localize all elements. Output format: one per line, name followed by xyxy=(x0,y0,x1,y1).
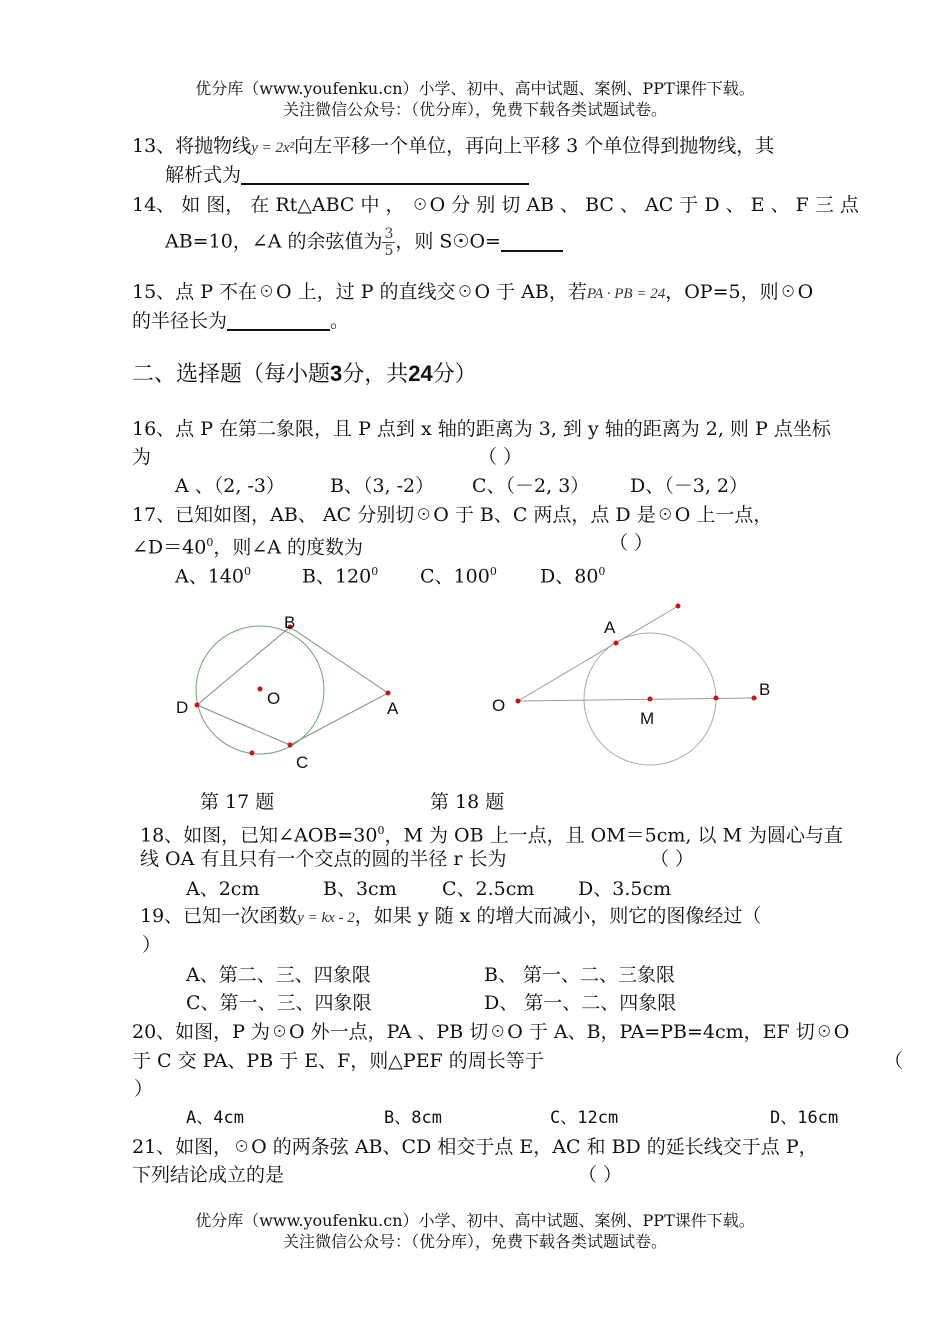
q17-option-a[interactable]: A、$140^0$ xyxy=(175,565,251,588)
fig18-point-ray-end xyxy=(676,604,681,609)
q19-option-b[interactable]: B、 第一、二、三象限 xyxy=(484,964,676,986)
fig18-label-o: O xyxy=(492,696,506,715)
fig18-ray-oa xyxy=(518,606,678,701)
q20-option-c[interactable]: C、12cm xyxy=(550,1108,619,1128)
fig18-point-b xyxy=(752,696,757,701)
header-line-2: 关注微信公众号：（优分库），免费下载各类试题试卷。 xyxy=(282,100,667,119)
fig17-point-o xyxy=(258,687,263,692)
fig17-point-c xyxy=(288,743,293,748)
q17-option-c[interactable]: C、$100^0$ xyxy=(420,565,497,588)
fraction-three-fifths: $\frac{3}{5}$ xyxy=(384,226,394,259)
header-line-1: 优分库（www.youfenku.cn）小学、初中、高中试题、案例、PPT课件下载。 xyxy=(195,79,755,98)
fig18-point-m xyxy=(648,697,653,702)
question-17-line2: $\angle D=40^0$，则∠A 的度数为 xyxy=(132,536,364,559)
figure-18 xyxy=(480,595,800,775)
question-14-line2 xyxy=(165,226,563,259)
fig17-point-d xyxy=(195,703,200,708)
q18-option-c[interactable]: C、2.5cm xyxy=(442,878,535,900)
question-19-line2: ） xyxy=(142,934,162,956)
fig17-point-extra xyxy=(250,751,255,756)
fig17-tangent-ac xyxy=(290,693,388,745)
q15-prefix: 15、点 P 不在☉O 上，过 P 的直线交☉O 于 AB，若 xyxy=(132,281,587,303)
question-18: 18、如图，已知$\angle AOB=30^0$，M 为 OB 上一点，且 OM＝5cm, 以 M 为圆心与直 xyxy=(140,824,844,847)
fig18-point-o xyxy=(516,699,521,704)
question-20-line2: 于 C 交 PA、PB 于 E、F，则△PEF 的周长等于 xyxy=(132,1050,544,1072)
fig17-chord-dc xyxy=(197,705,290,745)
q13-line2: 解析式为 xyxy=(165,164,242,186)
question-18-line2: 线 OA 有且只有一个交点的圆的半径 r 长为 xyxy=(140,848,507,870)
q17-option-d[interactable]: D、$80^0$ xyxy=(540,565,606,588)
fig17-tangent-ab xyxy=(290,627,388,693)
question-16-line2: 为 xyxy=(132,446,152,468)
q17-option-b[interactable]: B、$120^0$ xyxy=(302,565,379,588)
fig18-ray-ob xyxy=(518,698,754,701)
q18-option-b[interactable]: B、3cm xyxy=(323,878,397,900)
q20-option-b[interactable]: B、8cm xyxy=(384,1108,442,1128)
q16-option-c[interactable]: C、（－2, 3） xyxy=(472,475,590,497)
q18-option-a[interactable]: A、2cm xyxy=(186,878,260,900)
q15-line2-suffix: 。 xyxy=(330,310,350,332)
answer-paren-17[interactable]: （ ） xyxy=(609,532,654,554)
q14-line2-prefix: AB=10，∠A 的余弦值为 xyxy=(165,230,383,253)
q15-formula: PA · PB = 24 xyxy=(586,286,666,302)
figure-17 xyxy=(160,600,430,790)
answer-paren-21[interactable]: （ ） xyxy=(578,1164,623,1186)
question-15-line2 xyxy=(132,308,349,334)
q20-option-a[interactable]: A、4cm xyxy=(186,1108,244,1128)
answer-blank-15[interactable] xyxy=(227,309,330,331)
q13-prefix: 13、将抛物线 xyxy=(132,135,252,157)
fig18-point-intersect xyxy=(714,696,719,701)
question-17: 17、已知如图，AB、 AC 分别切☉O 于 B、C 两点，点 D 是☉O 上一点， xyxy=(132,504,773,526)
question-20: 20、如图，P 为☉O 外一点，PA 、PB 切☉O 于 A、B，PA=PB=4cm，EF 切☉O xyxy=(132,1021,850,1043)
q19-formula: y = kx - 2 xyxy=(297,910,355,926)
question-13-line2 xyxy=(165,162,529,188)
q13-formula: y = 2x² xyxy=(251,140,295,156)
fig18-label-b: B xyxy=(759,680,771,699)
q16-option-b[interactable]: B、（3, -2） xyxy=(330,475,435,497)
q19-option-d[interactable]: D、 第一、二、四象限 xyxy=(484,992,677,1014)
answer-paren-20-open[interactable]: （ xyxy=(884,1050,904,1072)
answer-blank-13[interactable] xyxy=(241,163,529,185)
question-13 xyxy=(132,133,774,161)
caption-fig17: 第 17 题 xyxy=(200,791,275,813)
fig17-label-o: O xyxy=(267,689,281,708)
question-14: 14、 如 图， 在 Rt△ABC 中 ， ☉O 分 别 切 AB 、 BC 、 AC 于 D 、 E 、 F 三 点 xyxy=(132,194,859,216)
fig17-label-d: D xyxy=(176,698,189,717)
answer-blank-14[interactable] xyxy=(501,230,563,252)
q18-option-d[interactable]: D、3.5cm xyxy=(578,878,672,900)
section-heading-choice: 二、选择题（每小题3分，共24分） xyxy=(132,361,477,387)
fig18-label-m: M xyxy=(640,709,655,728)
question-19: 19、已知一次函数y = kx - 2，如果 y 随 x 的增大而减小，则它的图像经过（ xyxy=(140,905,762,927)
q14-line2-suffix: ，则 S☉O= xyxy=(395,230,501,253)
q16-option-a[interactable]: A 、（2, -3） xyxy=(175,475,285,497)
fig17-label-b: B xyxy=(284,613,296,632)
answer-paren-16[interactable]: （ ） xyxy=(478,446,523,468)
footer-line-1: 优分库（www.youfenku.cn）小学、初中、高中试题、案例、PPT课件下载。 xyxy=(195,1211,755,1230)
question-21-line2: 下列结论成立的是 xyxy=(132,1164,285,1186)
caption-fig18: 第 18 题 xyxy=(430,791,505,813)
fig18-label-a: A xyxy=(604,618,616,637)
footer-line-2: 关注微信公众号：（优分库），免费下载各类试题试卷。 xyxy=(282,1232,667,1251)
question-15 xyxy=(132,279,813,307)
answer-paren-18[interactable]: （ ） xyxy=(650,848,695,870)
q16-option-d[interactable]: D、（－3, 2） xyxy=(630,475,748,497)
question-21: 21、如图，☉O 的两条弦 AB、CD 相交于点 E，AC 和 BD 的延长线交于点 P， xyxy=(132,1136,818,1158)
q19-option-a[interactable]: A、第二、三、四象限 xyxy=(186,964,371,986)
fig17-label-a: A xyxy=(387,699,399,718)
q15-line2-prefix: 的半径长为 xyxy=(132,310,228,332)
q13-suffix: 向左平移一个单位，再向上平移 3 个单位得到抛物线，其 xyxy=(294,135,775,157)
answer-paren-20-close[interactable]: ） xyxy=(134,1078,154,1100)
q19-option-c[interactable]: C、第一、三、四象限 xyxy=(186,992,372,1014)
fig17-point-a xyxy=(386,691,391,696)
fig17-label-c: C xyxy=(296,753,309,772)
q20-option-d[interactable]: D、16cm xyxy=(770,1108,839,1128)
q15-suffix: ，OP=5，则☉O xyxy=(665,281,814,303)
fig18-point-a xyxy=(614,641,619,646)
question-16: 16、点 P 在第二象限，且 P 点到 x 轴的距离为 3, 到 y 轴的距离为 2, 则 P 点坐标 xyxy=(132,418,831,440)
